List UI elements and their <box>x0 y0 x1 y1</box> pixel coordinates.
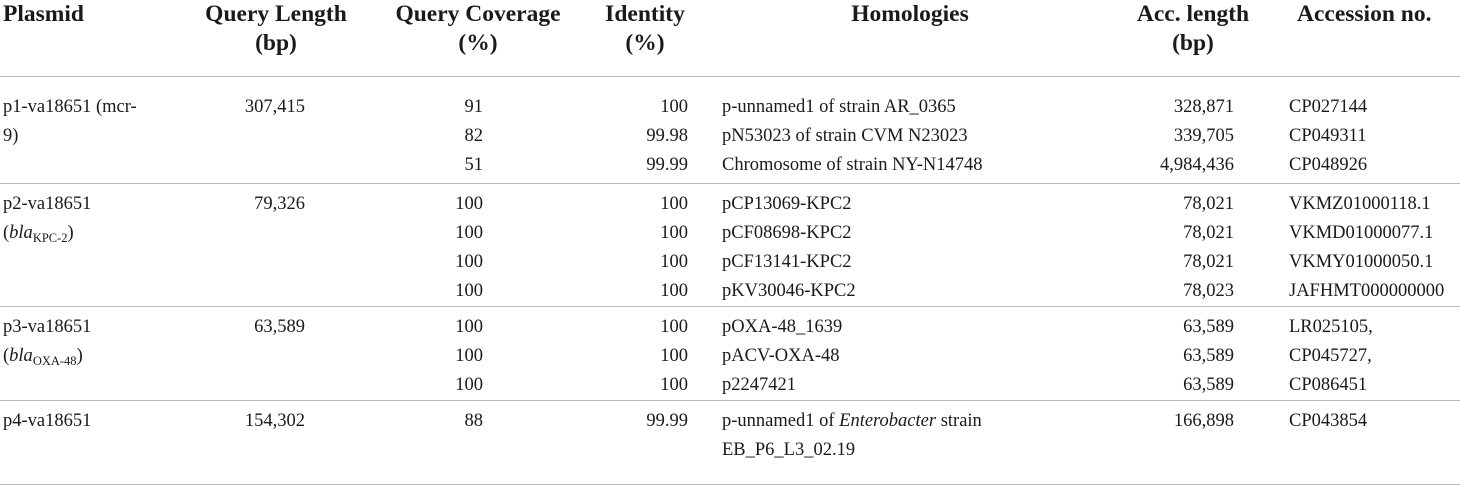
homology: pKV30046-KPC2 <box>722 281 856 301</box>
group-rule <box>0 183 1460 184</box>
identity: 100 <box>660 281 688 301</box>
header-rule <box>0 76 1460 77</box>
header-homologies: Homologies <box>851 1 969 27</box>
identity: 100 <box>660 317 688 337</box>
accession-no: VKMZ01000118.1 <box>1289 194 1431 214</box>
identity: 100 <box>660 252 688 272</box>
header-query-coverage: Query Coverage (%) <box>395 1 561 56</box>
acc-length: 78,021 <box>1183 252 1234 272</box>
homology: pCF13141-KPC2 <box>722 252 852 272</box>
accession-no: CP049311 <box>1289 126 1367 146</box>
identity: 99.99 <box>646 155 688 175</box>
accession-no: LR025105, <box>1289 317 1373 337</box>
homology: p-unnamed1 of Enterobacter strain <box>722 411 982 431</box>
query-coverage: 100 <box>455 223 483 243</box>
query-coverage: 100 <box>455 346 483 366</box>
query-coverage: 100 <box>455 375 483 395</box>
plasmid-name: p4-va18651 <box>3 411 92 431</box>
acc-length: 78,023 <box>1183 281 1234 301</box>
plasmid-name: 9) <box>3 126 19 146</box>
acc-length: 78,021 <box>1183 194 1234 214</box>
query-coverage: 82 <box>464 126 483 146</box>
group-rule <box>0 400 1460 401</box>
header-acc-length: Acc. length (bp) <box>1136 1 1250 56</box>
acc-length: 166,898 <box>1173 411 1234 431</box>
accession-no: CP045727, <box>1289 346 1372 366</box>
header-query-length: Query Length (bp) <box>205 1 347 56</box>
identity: 100 <box>660 194 688 214</box>
accession-no: VKMY01000050.1 <box>1289 252 1434 272</box>
accession-no: CP027144 <box>1289 97 1368 117</box>
acc-length: 328,871 <box>1173 97 1234 117</box>
query-coverage: 100 <box>455 194 483 214</box>
accession-no: CP043854 <box>1289 411 1368 431</box>
acc-length: 63,589 <box>1183 317 1234 337</box>
plasmid-name: p2-va18651 <box>3 194 92 214</box>
query-length: 307,415 <box>244 97 305 117</box>
query-length: 79,326 <box>254 194 305 214</box>
identity: 100 <box>660 375 688 395</box>
accession-no: CP086451 <box>1289 375 1368 395</box>
identity: 100 <box>660 97 688 117</box>
homology: p2247421 <box>722 375 796 395</box>
query-length: 154,302 <box>244 411 305 431</box>
header-accession: Accession no. <box>1297 1 1432 27</box>
query-coverage: 91 <box>464 97 483 117</box>
homology-continued: EB_P6_L3_02.19 <box>722 440 856 460</box>
plasmid-gene: (bla$_{OXA-48}$) <box>3 346 83 368</box>
query-coverage: 100 <box>455 281 483 301</box>
plasmid-gene: (bla$_{KPC-2}$) <box>3 223 74 245</box>
acc-length: 4,984,436 <box>1160 155 1234 175</box>
acc-length: 78,021 <box>1183 223 1234 243</box>
acc-length: 63,589 <box>1183 375 1234 395</box>
identity: 99.99 <box>646 411 688 431</box>
accession-no: VKMD01000077.1 <box>1289 223 1434 243</box>
query-coverage: 100 <box>455 252 483 272</box>
accession-no: CP048926 <box>1289 155 1368 175</box>
homology: pCF08698-KPC2 <box>722 223 852 243</box>
header-plasmid: Plasmid <box>3 1 84 27</box>
homology: pACV-OXA-48 <box>722 346 840 366</box>
header-identity: Identity (%) <box>605 1 685 56</box>
query-coverage: 100 <box>455 317 483 337</box>
accession-no: JAFHMT000000000 <box>1289 281 1445 301</box>
homology: Chromosome of strain NY-N14748 <box>722 155 983 175</box>
query-length: 63,589 <box>254 317 305 337</box>
query-coverage: 88 <box>464 411 483 431</box>
homology: pOXA-48_1639 <box>722 317 843 337</box>
homology: pCP13069-KPC2 <box>722 194 852 214</box>
homology: pN53023 of strain CVM N23023 <box>722 126 968 146</box>
identity: 100 <box>660 223 688 243</box>
acc-length: 339,705 <box>1173 126 1234 146</box>
identity: 99.98 <box>646 126 688 146</box>
plasmid-name: p1-va18651 (mcr- <box>3 97 137 117</box>
query-coverage: 51 <box>464 155 483 175</box>
group-rule <box>0 306 1460 307</box>
identity: 100 <box>660 346 688 366</box>
plasmid-name: p3-va18651 <box>3 317 92 337</box>
acc-length: 63,589 <box>1183 346 1234 366</box>
homology: p-unnamed1 of strain AR_0365 <box>722 97 956 117</box>
